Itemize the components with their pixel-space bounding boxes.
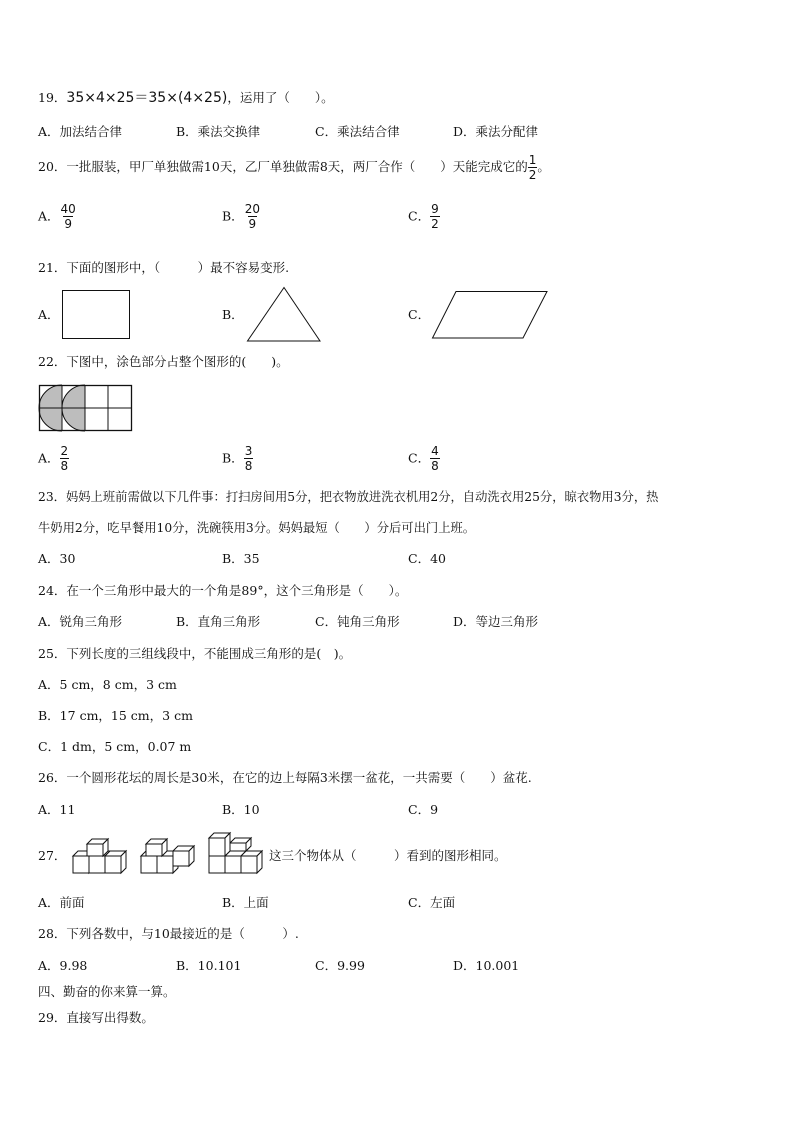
q20-option-b[interactable]: B． $\frac{20}{9}$ — [222, 202, 260, 231]
q27-option-b[interactable]: B．上面 — [222, 895, 269, 910]
q25-option-b[interactable]: B．17 cm，15 cm，3 cm — [38, 708, 193, 723]
q24-option-d[interactable]: D．等边三角形 — [453, 614, 539, 629]
q22-option-b[interactable]: B． $\frac{3}{8}$ — [222, 444, 253, 473]
q19-option-c[interactable]: C．乘法结合律 — [315, 124, 400, 139]
question-21: 21．下面的图形中，（ ）最不容易变形. — [38, 260, 290, 275]
question-20: 20．一批服装，甲厂单独做需10天，乙厂单独做需8天，两厂合作（ ）天能完成它的 $\frac{1}{2}$ 。 — [38, 153, 550, 182]
shaded-grid-figure — [39, 385, 133, 431]
q26-option-b[interactable]: B．10 — [222, 802, 260, 817]
q19-expression: 35×4×25＝35×(4×25) — [66, 90, 228, 106]
question-29: 29．直接写出得数。 — [38, 1010, 154, 1025]
cube-stack-2 — [138, 833, 198, 878]
q28-option-d[interactable]: D．10.001 — [453, 958, 520, 973]
question-22: 22．下图中，涂色部分占整个图形的( )。 — [38, 354, 289, 369]
question-24: 24．在一个三角形中最大的一个角是89°，这个三角形是（ ）。 — [38, 583, 408, 598]
q28-option-a[interactable]: A．9.98 — [38, 958, 88, 973]
parallelogram-shape — [432, 291, 548, 339]
q21-option-b[interactable]: B． — [222, 307, 244, 322]
question-27-text: 这三个物体从（ ）看到的图形相同。 — [269, 848, 507, 863]
cube-stack-1 — [70, 833, 130, 878]
triangle-shape — [247, 287, 321, 342]
question-23: 23．妈妈上班前需做以下几件事：打扫房间用5分，把衣物放进洗衣机用2分，自动洗衣用25分，晾衣物用3分，热 — [38, 490, 659, 504]
q25-option-a[interactable]: A．5 cm，8 cm，3 cm — [38, 677, 177, 692]
section-4-heading: 四、勤奋的你来算一算。 — [38, 984, 176, 999]
q20-option-a[interactable]: A． $\frac{40}{9}$ — [38, 202, 76, 231]
q19-option-a[interactable]: A．加法结合律 — [38, 124, 123, 139]
q20-half-fraction: $\frac{1}{2}$ — [528, 153, 537, 182]
q26-option-a[interactable]: A．11 — [38, 802, 76, 817]
q21-option-c[interactable]: C． — [408, 307, 431, 322]
question-27-number: 27． — [38, 848, 67, 863]
q28-option-b[interactable]: B．10.101 — [176, 958, 242, 973]
q20-option-c[interactable]: C． $\frac{9}{2}$ — [408, 202, 439, 231]
cube-stack-3 — [206, 830, 268, 878]
question-28: 28．下列各数中，与10最接近的是（ ）. — [38, 926, 299, 941]
q28-option-c[interactable]: C．9.99 — [315, 958, 365, 973]
q19-option-d[interactable]: D．乘法分配律 — [453, 124, 539, 139]
q21-option-a[interactable]: A． — [38, 307, 60, 322]
q27-option-a[interactable]: A．前面 — [38, 895, 85, 910]
q26-option-c[interactable]: C．9 — [408, 802, 439, 817]
q22-option-a[interactable]: A． $\frac{2}{8}$ — [38, 444, 69, 473]
q25-option-c[interactable]: C．1 dm，5 cm，0.07 m — [38, 739, 192, 754]
rectangle-shape — [62, 290, 130, 340]
q19-option-b[interactable]: B．乘法交换律 — [176, 124, 261, 139]
q23-option-b[interactable]: B．35 — [222, 551, 260, 566]
question-26: 26．一个圆形花坛的周长是30米，在它的边上每隔3米摆一盆花，一共需要（ ）盆花. — [38, 770, 532, 785]
q24-option-b[interactable]: B．直角三角形 — [176, 614, 261, 629]
question-23-line-2: 牛奶用2分，吃早餐用10分，洗碗筷用3分。妈妈最短（ ）分后可出门上班。 — [38, 521, 476, 535]
q27-option-c[interactable]: C．左面 — [408, 895, 456, 910]
q23-option-c[interactable]: C．40 — [408, 551, 446, 566]
q23-option-a[interactable]: A．30 — [38, 551, 76, 566]
question-19: 19．35×4×25＝35×(4×25)，运用了（ ）。 — [38, 90, 334, 106]
q22-option-c[interactable]: C． $\frac{4}{8}$ — [408, 444, 439, 473]
question-25: 25．下列长度的三组线段中，不能围成三角形的是( )。 — [38, 646, 352, 661]
q24-option-c[interactable]: C．钝角三角形 — [315, 614, 400, 629]
q24-option-a[interactable]: A．锐角三角形 — [38, 614, 123, 629]
